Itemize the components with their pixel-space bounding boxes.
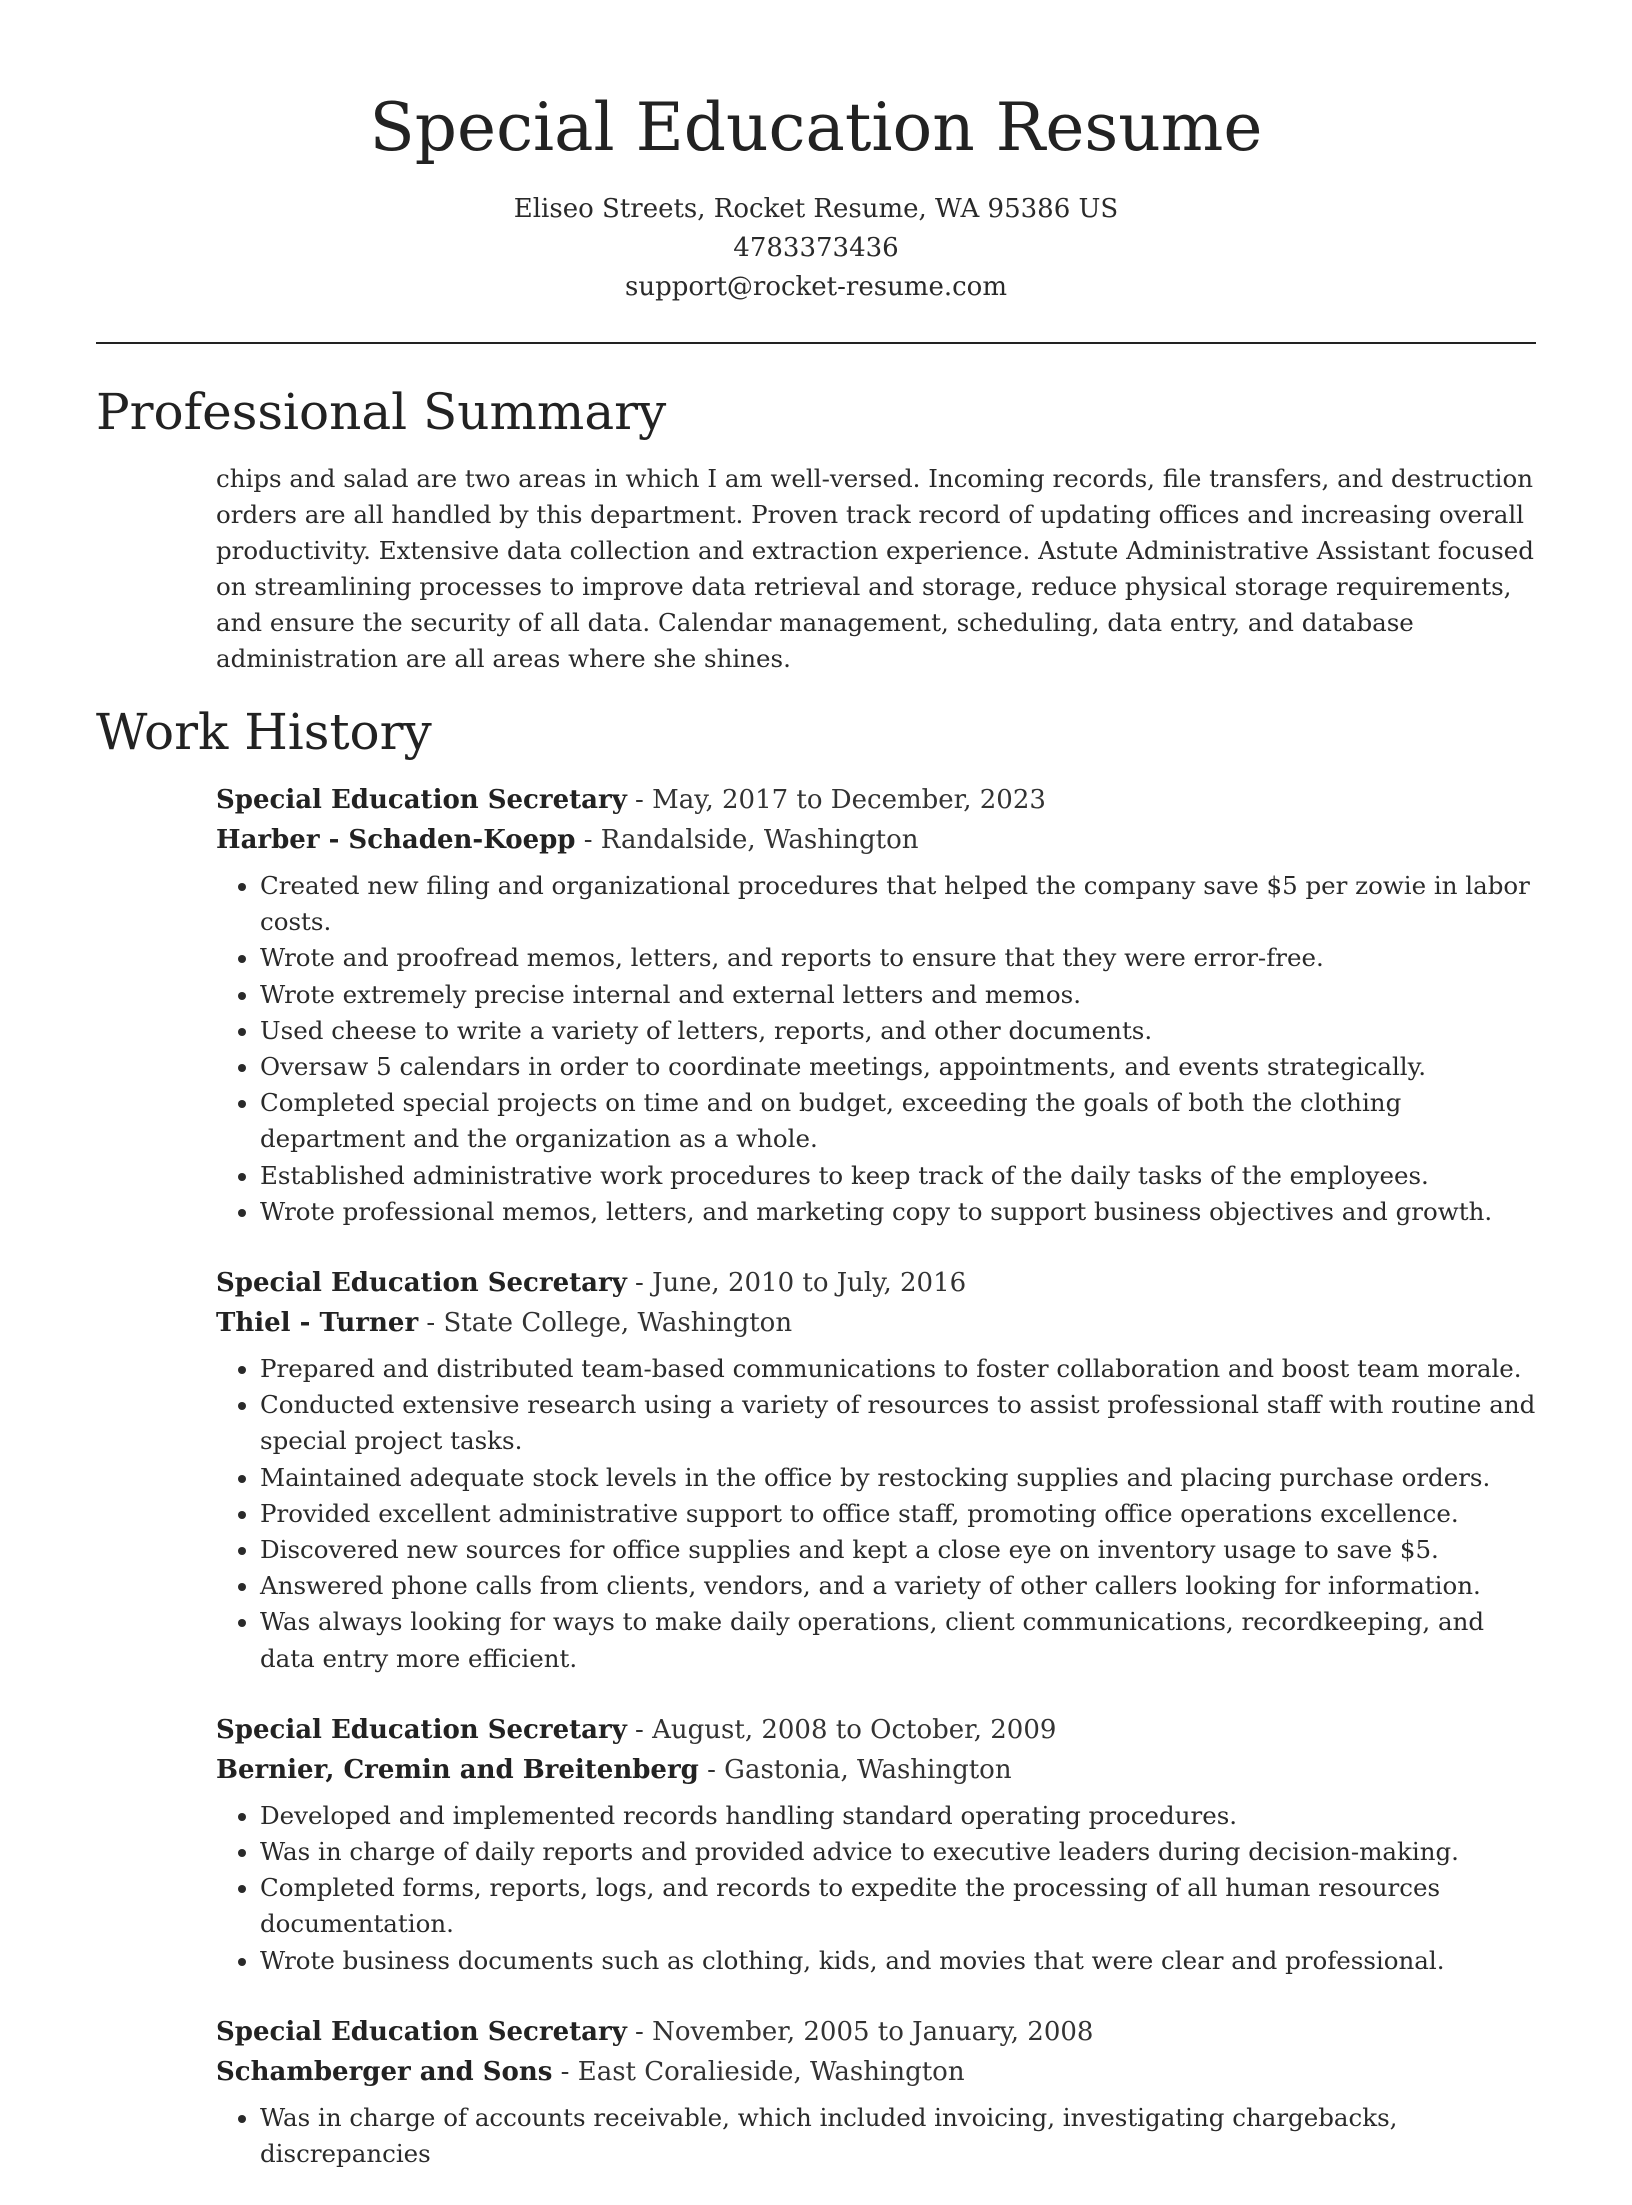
job-dates: - November, 2005 to January, 2008	[626, 2016, 1094, 2047]
duty-item: • Conducted extensive research using a variety of resources to assist professional staff with routine and special project tasks.	[260, 1387, 1546, 1459]
resume-title: Special Education Resume	[369, 89, 1263, 166]
job-duties	[216, 1798, 1546, 1979]
work-history-heading: Work History	[96, 703, 432, 761]
job-title: Special Education Secretary	[216, 2016, 627, 2047]
job-company: Harber - Schaden-Koepp	[216, 825, 576, 855]
job-entry	[216, 1710, 1546, 1979]
duty-item: • Was in charge of accounts receivable, which included invoicing, investigating chargebacks, discrepancies	[260, 2100, 1546, 2172]
job-location: - East Coralieside, Washington	[552, 2056, 965, 2087]
duty-item: • Oversaw 5 calendars in order to coordinate meetings, appointments, and events strategically.	[260, 1049, 1546, 1085]
job-company: Thiel - Turner	[216, 1308, 419, 1339]
duty-item: • Completed special projects on time and on budget, exceeding the goals of both the clothing department and the organization as a whole.	[260, 1085, 1546, 1157]
job-company-line	[216, 2052, 1546, 2092]
job-entry	[216, 2012, 1546, 2172]
duty-item: • Wrote business documents such as clothing, kids, and movies that were clear and professional.	[260, 1943, 1546, 1979]
resume-page	[96, 0, 1536, 2169]
contact-email: support@rocket-resume.com	[624, 272, 1007, 302]
job-title-line	[216, 780, 1546, 820]
job-company-line	[216, 820, 1546, 860]
job-dates: - August, 2008 to October, 2009	[626, 1714, 1057, 1745]
job-duties	[216, 1351, 1546, 1677]
duty-item: • Established administrative work procedures to keep track of the daily tasks of the employees.	[260, 1158, 1546, 1194]
job-company: Schamberger and Sons	[216, 2056, 553, 2087]
duty-item: • Provided excellent administrative support to office staff, promoting office operations excellence.	[260, 1496, 1546, 1532]
job-location: - Gastonia, Washington	[698, 1754, 1012, 1785]
job-company: Bernier, Cremin and Breitenberg	[216, 1754, 699, 1785]
job-dates: - May, 2017 to December, 2023	[626, 785, 1046, 815]
job-duties	[216, 868, 1546, 1230]
resume-header	[96, 0, 1536, 176]
job-title: Special Education Secretary	[216, 1268, 627, 1299]
job-company-line	[216, 1750, 1546, 1790]
duty-item: • Was always looking for ways to make daily operations, client communications, recordkeeping, and data entry more efficient.	[260, 1604, 1546, 1676]
duty-item: • Was in charge of daily reports and provided advice to executive leaders during decision-making.	[260, 1834, 1546, 1870]
job-dates: - June, 2010 to July, 2016	[626, 1268, 967, 1299]
work-history-list	[216, 780, 1546, 2205]
job-company-line	[216, 1303, 1546, 1343]
duty-item: • Maintained adequate stock levels in the office by restocking supplies and placing purchase orders.	[260, 1460, 1546, 1496]
summary-text: chips and salad are two areas in which I am well-versed. Incoming records, file transfers, and destruction orders are all handled by this department. Proven track record of updating offices and increasing overall productivity. Extensive data collection and extraction experience. Astute Administrative Assistant focused on streamlining processes to improve data retrieval and storage, reduce physical storage requirements, and ensure the security of all data. Calendar management, scheduling, data entry, and database administration are all areas where she shines.	[216, 464, 1534, 673]
duty-item: • Wrote and proofread memos, letters, and reports to ensure that they were error-free.	[260, 940, 1546, 976]
contact-address: Eliseo Streets, Rocket Resume, WA 95386 US	[513, 194, 1119, 224]
duty-item: • Wrote professional memos, letters, and marketing copy to support business objectives and growth.	[260, 1194, 1546, 1230]
duty-item: • Completed forms, reports, logs, and records to expedite the processing of all human resources documentation.	[260, 1870, 1546, 1942]
duty-item: • Created new filing and organizational procedures that helped the company save $5 per zowie in labor costs.	[260, 868, 1546, 940]
duty-item: • Prepared and distributed team-based communications to foster collaboration and boost team morale.	[260, 1351, 1546, 1387]
duty-item: • Answered phone calls from clients, vendors, and a variety of other callers looking for information.	[260, 1568, 1546, 1604]
header-divider	[96, 342, 1536, 344]
job-title: Special Education Secretary	[216, 785, 627, 815]
contact-phone: 4783373436	[733, 233, 899, 263]
job-entry	[216, 1263, 1546, 1677]
job-title: Special Education Secretary	[216, 1714, 627, 1745]
duty-item: • Used cheese to write a variety of letters, reports, and other documents.	[260, 1013, 1546, 1049]
job-duties	[216, 2100, 1546, 2172]
duty-item: • Discovered new sources for office supplies and kept a close eye on inventory usage to save $5.	[260, 1532, 1546, 1568]
duty-item: • Developed and implemented records handling standard operating procedures.	[260, 1798, 1546, 1834]
job-title-line	[216, 1263, 1546, 1303]
contact-block	[96, 190, 1536, 307]
job-location: - Randalside, Washington	[575, 825, 919, 855]
duty-item: • Wrote extremely precise internal and external letters and memos.	[260, 977, 1546, 1013]
job-title-line	[216, 1710, 1546, 1750]
job-entry	[216, 780, 1546, 1230]
summary-heading: Professional Summary	[96, 383, 667, 441]
job-title-line	[216, 2012, 1546, 2052]
job-location: - State College, Washington	[418, 1308, 793, 1339]
